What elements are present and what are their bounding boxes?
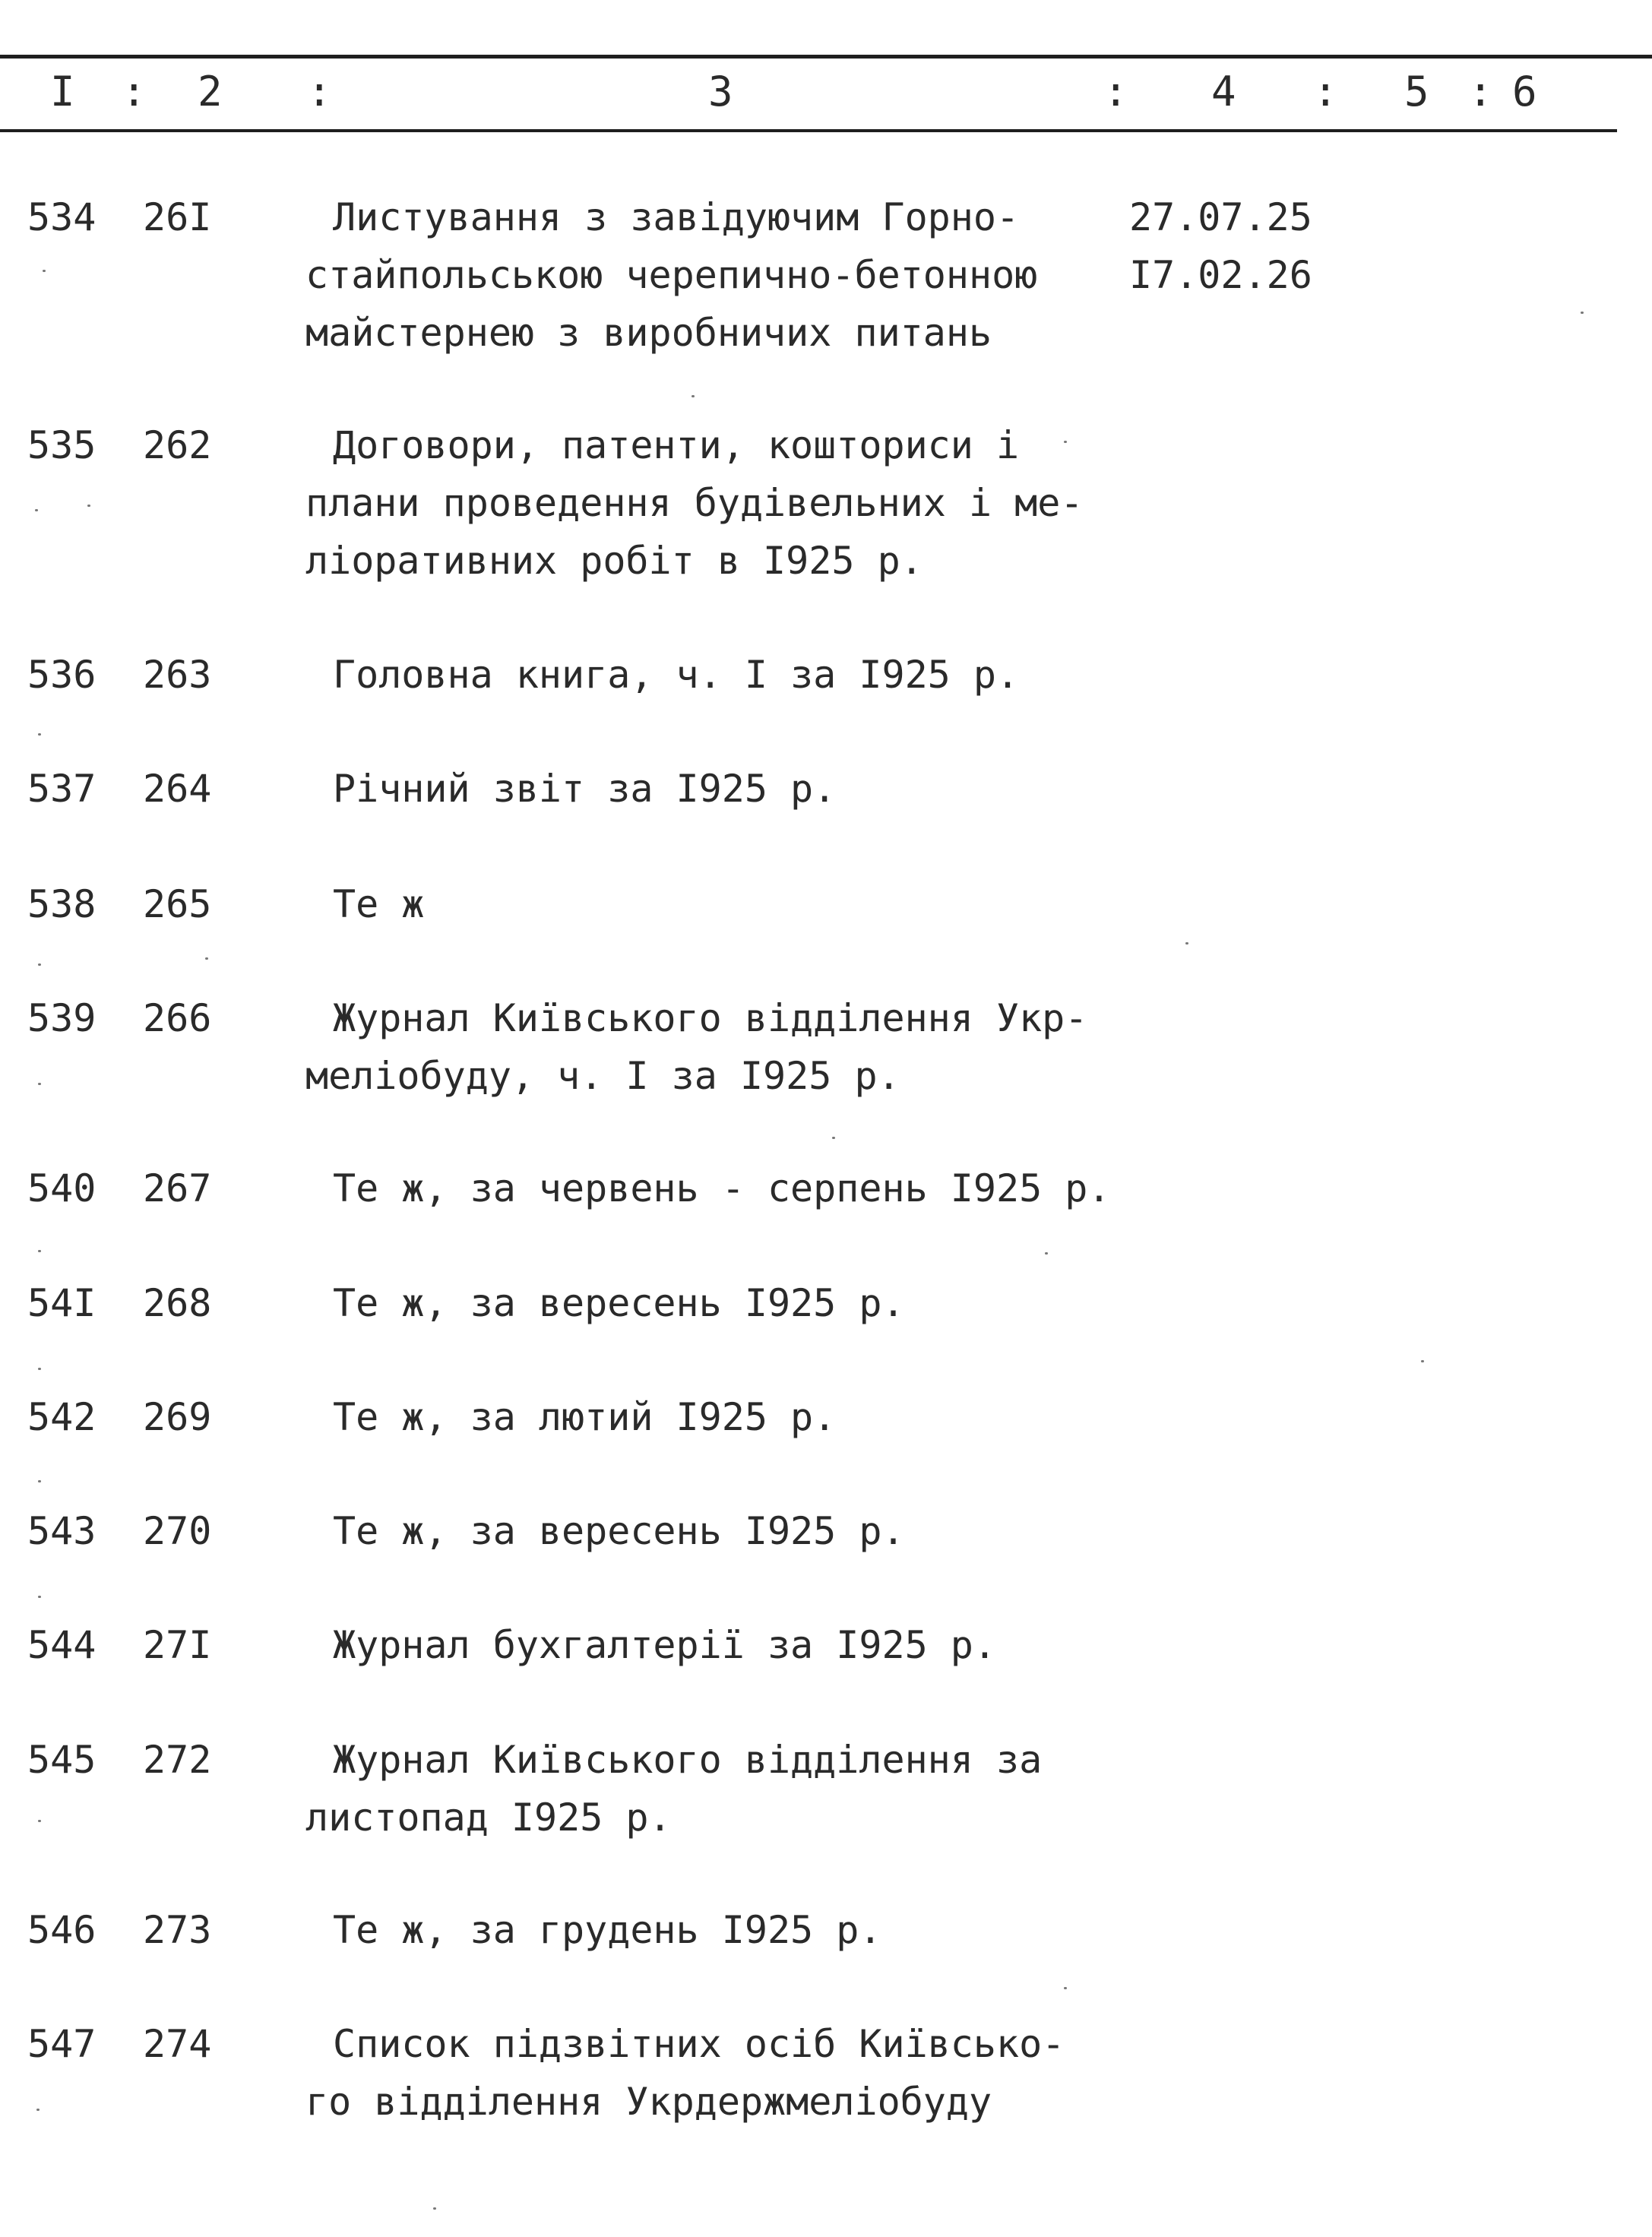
title-line: Список підзвітних осіб Київсько-	[333, 2022, 1065, 2066]
speck	[205, 957, 208, 960]
title-line: майстернею з виробничих питань	[305, 311, 992, 355]
speck	[38, 733, 41, 736]
file-number: 266	[143, 996, 212, 1040]
speck	[1064, 441, 1067, 443]
speck	[43, 270, 46, 272]
speck	[38, 1368, 41, 1370]
speck	[38, 1480, 41, 1482]
item-number: 539	[27, 996, 97, 1040]
date-value: I7.02.26	[1129, 253, 1312, 297]
title-line: стайпольською черепично-бетонною	[305, 253, 1038, 297]
title-line: ліоративних робіт в I925 р.	[305, 539, 923, 583]
item-number: 547	[27, 2022, 97, 2066]
item-title	[305, 989, 1119, 1105]
header-sep-2: :	[307, 68, 332, 115]
item-title	[305, 1274, 1119, 1332]
item-number: 545	[27, 1738, 97, 1782]
file-number: 26I	[143, 195, 212, 239]
header-rule-bottom	[0, 129, 1617, 132]
item-number: 543	[27, 1509, 97, 1553]
file-number: 269	[143, 1395, 212, 1439]
header-col-4: 4	[1211, 68, 1236, 115]
speck	[36, 2109, 40, 2111]
item-title	[305, 1502, 1119, 1560]
title-line: меліобуду, ч. I за I925 р.	[305, 1054, 900, 1098]
title-line: Те ж, за червень - серпень I925 р.	[333, 1166, 1111, 1210]
date-value: 27.07.25	[1129, 195, 1312, 239]
speck	[87, 505, 90, 507]
header-sep-1: :	[122, 68, 147, 115]
title-line: Договори, патенти, кошториси і	[333, 423, 1020, 467]
file-number: 267	[143, 1166, 212, 1210]
title-line: Головна книга, ч. I за I925 р.	[333, 653, 1020, 697]
item-number: 537	[27, 767, 97, 811]
item-title	[305, 1901, 1119, 1959]
header-col-1: I	[50, 68, 75, 115]
title-line: Те ж, за лютий I925 р.	[333, 1395, 837, 1439]
item-number: 54I	[27, 1281, 97, 1325]
header-col-3: 3	[708, 68, 733, 115]
item-title	[305, 416, 1119, 590]
file-number: 272	[143, 1738, 212, 1782]
item-number: 535	[27, 423, 97, 467]
title-line: го відділення Укрдержмеліобуду	[305, 2080, 992, 2124]
title-line: Журнал Київського відділення за	[333, 1738, 1043, 1782]
speck	[1185, 942, 1188, 944]
file-number: 263	[143, 653, 212, 697]
title-line: Те ж, за грудень I925 р.	[333, 1908, 882, 1952]
speck	[38, 1596, 41, 1598]
file-number: 262	[143, 423, 212, 467]
item-title	[305, 1731, 1119, 1846]
speck	[38, 963, 41, 966]
title-line: Журнал Київського відділення Укр-	[333, 996, 1088, 1040]
header-col-2: 2	[198, 68, 223, 115]
title-line: листопад I925 р.	[305, 1796, 672, 1840]
title-line: Річний звіт за I925 р.	[333, 767, 837, 811]
item-number: 536	[27, 653, 97, 697]
header-sep-5: :	[1468, 68, 1493, 115]
speck	[38, 1250, 41, 1252]
file-number: 264	[143, 767, 212, 811]
speck	[1421, 1360, 1424, 1362]
item-title	[305, 875, 1119, 933]
speck	[1581, 312, 1584, 314]
item-title	[305, 1160, 1119, 1217]
title-line: Те ж, за вересень I925 р.	[333, 1281, 905, 1325]
title-line: Те ж, за вересень I925 р.	[333, 1509, 905, 1553]
file-number: 268	[143, 1281, 212, 1325]
item-title	[305, 646, 1119, 704]
item-number: 544	[27, 1623, 97, 1667]
speck	[38, 1820, 41, 1822]
header-sep-3: :	[1103, 68, 1128, 115]
file-number: 273	[143, 1908, 212, 1952]
item-title	[305, 188, 1119, 362]
item-title	[305, 760, 1119, 818]
header-col-5: 5	[1404, 68, 1429, 115]
item-number: 534	[27, 195, 97, 239]
file-number: 274	[143, 2022, 212, 2066]
speck	[832, 1137, 835, 1139]
item-number: 540	[27, 1166, 97, 1210]
item-dates	[1129, 188, 1312, 304]
title-line: Журнал бухгалтерії за I925 р.	[333, 1623, 996, 1667]
speck	[691, 395, 695, 397]
speck	[1064, 1987, 1067, 1989]
speck	[35, 509, 38, 511]
title-line: Те ж	[333, 882, 425, 926]
title-line: Листування з завідуючим Горно-	[333, 195, 1020, 239]
item-number: 542	[27, 1395, 97, 1439]
file-number: 27I	[143, 1623, 212, 1667]
item-title	[305, 1388, 1119, 1446]
header-rule-top	[0, 55, 1652, 59]
item-title	[305, 1616, 1119, 1674]
item-number: 546	[27, 1908, 97, 1952]
header-sep-4: :	[1313, 68, 1338, 115]
speck	[1045, 1252, 1048, 1255]
item-number: 538	[27, 882, 97, 926]
file-number: 270	[143, 1509, 212, 1553]
speck	[433, 2207, 436, 2210]
title-line: плани проведення будівельних і ме-	[305, 481, 1084, 525]
file-number: 265	[143, 882, 212, 926]
item-title	[305, 2015, 1119, 2131]
speck	[38, 1083, 41, 1085]
header-col-6: 6	[1512, 68, 1537, 115]
